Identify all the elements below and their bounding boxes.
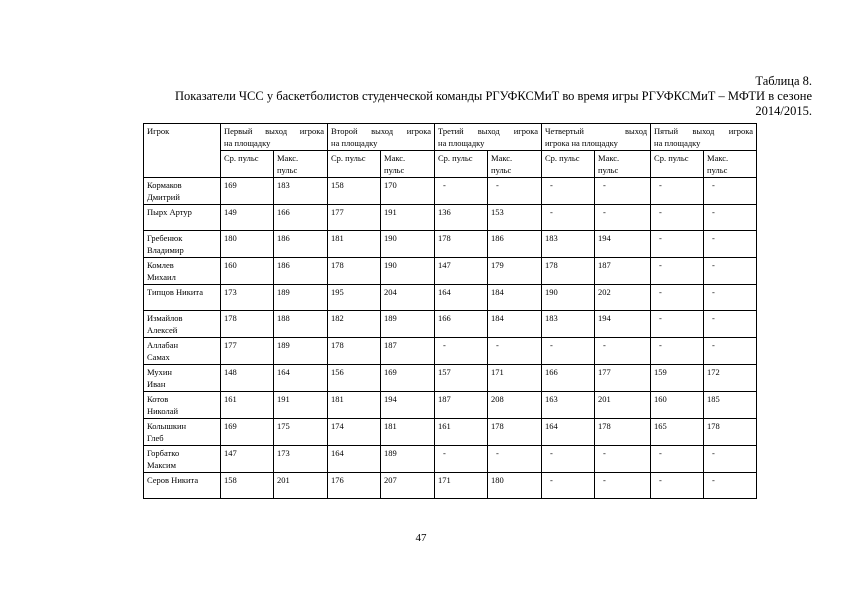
max-pulse-cell: - xyxy=(595,338,651,365)
appearance-header-line: Третий выход игрока xyxy=(438,126,539,136)
avg-pulse-cell: 158 xyxy=(221,473,274,499)
avg-pulse-header: Ср. пульс xyxy=(651,151,704,178)
player-name-line: Колышкин xyxy=(147,421,187,431)
avg-pulse-cell: - xyxy=(651,473,704,499)
max-pulse-cell: 180 xyxy=(488,473,542,499)
table-row xyxy=(144,311,757,338)
subheader-row xyxy=(144,151,757,178)
appearance-header-line: на площадку xyxy=(438,138,485,148)
table-number: Таблица 8. xyxy=(755,74,812,88)
max-pulse-header xyxy=(488,151,542,178)
avg-pulse-cell: 169 xyxy=(221,178,274,205)
max-pulse-cell: - xyxy=(704,258,757,285)
max-pulse-cell: 186 xyxy=(274,258,328,285)
max-pulse-cell: 190 xyxy=(381,231,435,258)
page-number: 47 xyxy=(415,532,427,544)
max-pulse-header-line: пульс xyxy=(384,165,405,175)
max-pulse-cell: - xyxy=(595,473,651,499)
avg-pulse-cell: 164 xyxy=(542,419,595,446)
avg-pulse-cell: 147 xyxy=(221,446,274,473)
max-pulse-cell: - xyxy=(488,338,542,365)
player-name-line: Алексей xyxy=(147,325,178,335)
player-name-line: Иван xyxy=(147,379,166,389)
avg-pulse-cell: 176 xyxy=(328,473,381,499)
avg-pulse-cell: 159 xyxy=(651,365,704,392)
appearance-header-line: Четвертый выход xyxy=(545,126,648,136)
max-pulse-cell: - xyxy=(704,231,757,258)
player-name-line: Комлев xyxy=(147,260,174,270)
max-pulse-cell: - xyxy=(595,205,651,231)
max-pulse-cell: 166 xyxy=(274,205,328,231)
avg-pulse-cell: 178 xyxy=(328,338,381,365)
max-pulse-cell: 187 xyxy=(381,338,435,365)
avg-pulse-cell: 178 xyxy=(435,231,488,258)
avg-pulse-header: Ср. пульс xyxy=(221,151,274,178)
table-row xyxy=(144,258,757,285)
appearance-header xyxy=(542,124,651,151)
max-pulse-cell: 187 xyxy=(595,258,651,285)
max-pulse-header xyxy=(274,151,328,178)
appearance-header-line: на площадку xyxy=(331,138,378,148)
avg-pulse-cell: 158 xyxy=(328,178,381,205)
header-row xyxy=(144,124,757,151)
avg-pulse-cell: - xyxy=(542,205,595,231)
max-pulse-cell: 189 xyxy=(381,311,435,338)
avg-pulse-cell: 173 xyxy=(221,285,274,311)
max-pulse-cell: - xyxy=(704,338,757,365)
avg-pulse-cell: - xyxy=(651,205,704,231)
table-row xyxy=(144,205,757,231)
max-pulse-cell: 190 xyxy=(381,258,435,285)
avg-pulse-cell: 169 xyxy=(221,419,274,446)
player-name-line: Владимир xyxy=(147,245,184,255)
table-row xyxy=(144,392,757,419)
max-pulse-cell: - xyxy=(704,446,757,473)
max-pulse-cell: 173 xyxy=(274,446,328,473)
player-name xyxy=(144,285,221,311)
avg-pulse-cell: 177 xyxy=(328,205,381,231)
player-name-line: Измайлов xyxy=(147,313,183,323)
max-pulse-cell: 183 xyxy=(274,178,328,205)
player-name xyxy=(144,338,221,365)
max-pulse-cell: 172 xyxy=(704,365,757,392)
player-name xyxy=(144,392,221,419)
player-name xyxy=(144,178,221,205)
max-pulse-cell: 186 xyxy=(488,231,542,258)
max-pulse-cell: 189 xyxy=(274,285,328,311)
player-name-line: Самах xyxy=(147,352,170,362)
table-caption xyxy=(52,74,812,119)
max-pulse-cell: - xyxy=(704,205,757,231)
max-pulse-header-line: Макс. xyxy=(277,153,299,163)
max-pulse-header-line: пульс xyxy=(277,165,298,175)
max-pulse-header-line: пульс xyxy=(707,165,728,175)
avg-pulse-header: Ср. пульс xyxy=(328,151,381,178)
player-name-line: Кормаков xyxy=(147,180,182,190)
avg-pulse-cell: 178 xyxy=(328,258,381,285)
avg-pulse-cell: 171 xyxy=(435,473,488,499)
player-name xyxy=(144,365,221,392)
avg-pulse-cell: 166 xyxy=(542,365,595,392)
max-pulse-cell: 184 xyxy=(488,285,542,311)
max-pulse-cell: 181 xyxy=(381,419,435,446)
appearance-header xyxy=(435,124,542,151)
max-pulse-cell: 164 xyxy=(274,365,328,392)
max-pulse-header xyxy=(704,151,757,178)
appearance-header xyxy=(221,124,328,151)
avg-pulse-cell: 163 xyxy=(542,392,595,419)
avg-pulse-cell: 183 xyxy=(542,231,595,258)
avg-pulse-cell: 156 xyxy=(328,365,381,392)
avg-pulse-cell: 187 xyxy=(435,392,488,419)
avg-pulse-cell: - xyxy=(542,338,595,365)
player-name-line: Гребенюк xyxy=(147,233,183,243)
avg-pulse-cell: - xyxy=(651,231,704,258)
table-row xyxy=(144,338,757,365)
max-pulse-cell: - xyxy=(595,178,651,205)
avg-pulse-cell: 178 xyxy=(542,258,595,285)
player-name-line: Николай xyxy=(147,406,179,416)
avg-pulse-cell: 136 xyxy=(435,205,488,231)
appearance-header xyxy=(651,124,757,151)
player-name xyxy=(144,311,221,338)
max-pulse-cell: 201 xyxy=(274,473,328,499)
player-name xyxy=(144,473,221,499)
avg-pulse-cell: 164 xyxy=(435,285,488,311)
player-name-line: Горбатко xyxy=(147,448,180,458)
avg-pulse-header: Ср. пульс xyxy=(542,151,595,178)
table-row xyxy=(144,446,757,473)
avg-pulse-cell: 180 xyxy=(221,231,274,258)
player-column-header: Игрок xyxy=(144,124,221,178)
max-pulse-cell: - xyxy=(704,311,757,338)
avg-pulse-cell: 182 xyxy=(328,311,381,338)
avg-pulse-cell: 160 xyxy=(221,258,274,285)
avg-pulse-cell: 183 xyxy=(542,311,595,338)
avg-pulse-cell: 190 xyxy=(542,285,595,311)
avg-pulse-cell: 147 xyxy=(435,258,488,285)
max-pulse-header-line: Макс. xyxy=(598,153,620,163)
table-row xyxy=(144,473,757,499)
table-title: Показатели ЧСС у баскетболистов студенческой команды РГУФКСМиТ во время игры РГУФКСМиТ – МФТИ в сезоне xyxy=(175,89,812,103)
appearance-header-line: на площадку xyxy=(224,138,271,148)
avg-pulse-header: Ср. пульс xyxy=(435,151,488,178)
max-pulse-header-line: пульс xyxy=(491,165,512,175)
max-pulse-cell: 153 xyxy=(488,205,542,231)
max-pulse-cell: 185 xyxy=(704,392,757,419)
avg-pulse-cell: 161 xyxy=(221,392,274,419)
max-pulse-cell: - xyxy=(704,285,757,311)
avg-pulse-cell: - xyxy=(651,258,704,285)
max-pulse-cell: 201 xyxy=(595,392,651,419)
max-pulse-cell: 186 xyxy=(274,231,328,258)
avg-pulse-cell: - xyxy=(651,338,704,365)
table-row xyxy=(144,285,757,311)
avg-pulse-cell: 177 xyxy=(221,338,274,365)
avg-pulse-cell: - xyxy=(435,446,488,473)
max-pulse-cell: 194 xyxy=(595,311,651,338)
max-pulse-header xyxy=(595,151,651,178)
avg-pulse-cell: - xyxy=(651,285,704,311)
max-pulse-cell: - xyxy=(595,446,651,473)
avg-pulse-cell: - xyxy=(651,311,704,338)
appearance-header-line: на площадку xyxy=(654,138,701,148)
avg-pulse-cell: 174 xyxy=(328,419,381,446)
player-name xyxy=(144,446,221,473)
avg-pulse-cell: 181 xyxy=(328,392,381,419)
avg-pulse-cell: - xyxy=(542,446,595,473)
player-name xyxy=(144,258,221,285)
player-name xyxy=(144,231,221,258)
player-name-line: Серов Никита xyxy=(147,475,199,485)
player-name-line: Котов xyxy=(147,394,169,404)
max-pulse-cell: 189 xyxy=(274,338,328,365)
avg-pulse-cell: - xyxy=(651,446,704,473)
avg-pulse-cell: 148 xyxy=(221,365,274,392)
avg-pulse-cell: 181 xyxy=(328,231,381,258)
max-pulse-cell: 177 xyxy=(595,365,651,392)
player-name-line: Глеб xyxy=(147,433,164,443)
max-pulse-header-line: Макс. xyxy=(491,153,513,163)
max-pulse-cell: 194 xyxy=(381,392,435,419)
avg-pulse-cell: 164 xyxy=(328,446,381,473)
max-pulse-cell: - xyxy=(704,473,757,499)
max-pulse-cell: 179 xyxy=(488,258,542,285)
max-pulse-cell: 178 xyxy=(595,419,651,446)
player-name-line: Михаил xyxy=(147,272,176,282)
avg-pulse-cell: - xyxy=(651,178,704,205)
max-pulse-cell: - xyxy=(488,178,542,205)
avg-pulse-cell: - xyxy=(542,473,595,499)
player-name-line: Аллабан xyxy=(147,340,179,350)
appearance-header-line: игрока на площадку xyxy=(545,138,618,148)
max-pulse-header xyxy=(381,151,435,178)
max-pulse-cell: 178 xyxy=(704,419,757,446)
max-pulse-cell: 178 xyxy=(488,419,542,446)
heart-rate-table xyxy=(143,123,757,499)
max-pulse-cell: 170 xyxy=(381,178,435,205)
avg-pulse-cell: 178 xyxy=(221,311,274,338)
player-name-line: Типцов Никита xyxy=(147,287,203,297)
max-pulse-cell: 202 xyxy=(595,285,651,311)
table-row xyxy=(144,365,757,392)
avg-pulse-cell: - xyxy=(435,178,488,205)
avg-pulse-cell: 160 xyxy=(651,392,704,419)
max-pulse-cell: 191 xyxy=(274,392,328,419)
max-pulse-cell: 191 xyxy=(381,205,435,231)
avg-pulse-cell: 195 xyxy=(328,285,381,311)
max-pulse-cell: 184 xyxy=(488,311,542,338)
appearance-header-line: Пятый выход игрока xyxy=(654,126,754,136)
player-name-line: Максим xyxy=(147,460,176,470)
max-pulse-cell: 204 xyxy=(381,285,435,311)
table-row xyxy=(144,231,757,258)
player-name xyxy=(144,419,221,446)
table-row xyxy=(144,178,757,205)
table-title-continued: 2014/2015. xyxy=(755,104,812,118)
max-pulse-header-line: пульс xyxy=(598,165,619,175)
max-pulse-cell: 169 xyxy=(381,365,435,392)
player-name-line: Пырх Артур xyxy=(147,207,192,217)
max-pulse-cell: - xyxy=(704,178,757,205)
max-pulse-header-line: Макс. xyxy=(707,153,729,163)
avg-pulse-cell: - xyxy=(542,178,595,205)
max-pulse-header-line: Макс. xyxy=(384,153,406,163)
max-pulse-cell: 194 xyxy=(595,231,651,258)
appearance-header xyxy=(328,124,435,151)
appearance-header-line: Второй выход игрока xyxy=(331,126,432,136)
player-name-line: Дмитрий xyxy=(147,192,180,202)
avg-pulse-cell: 161 xyxy=(435,419,488,446)
avg-pulse-cell: 166 xyxy=(435,311,488,338)
max-pulse-cell: 175 xyxy=(274,419,328,446)
avg-pulse-cell: 165 xyxy=(651,419,704,446)
max-pulse-cell: - xyxy=(488,446,542,473)
appearance-header-line: Первый выход игрока xyxy=(224,126,325,136)
max-pulse-cell: 207 xyxy=(381,473,435,499)
max-pulse-cell: 189 xyxy=(381,446,435,473)
player-name xyxy=(144,205,221,231)
table-row xyxy=(144,419,757,446)
max-pulse-cell: 208 xyxy=(488,392,542,419)
max-pulse-cell: 188 xyxy=(274,311,328,338)
avg-pulse-cell: 157 xyxy=(435,365,488,392)
avg-pulse-cell: - xyxy=(435,338,488,365)
avg-pulse-cell: 149 xyxy=(221,205,274,231)
max-pulse-cell: 171 xyxy=(488,365,542,392)
player-name-line: Мухин xyxy=(147,367,172,377)
